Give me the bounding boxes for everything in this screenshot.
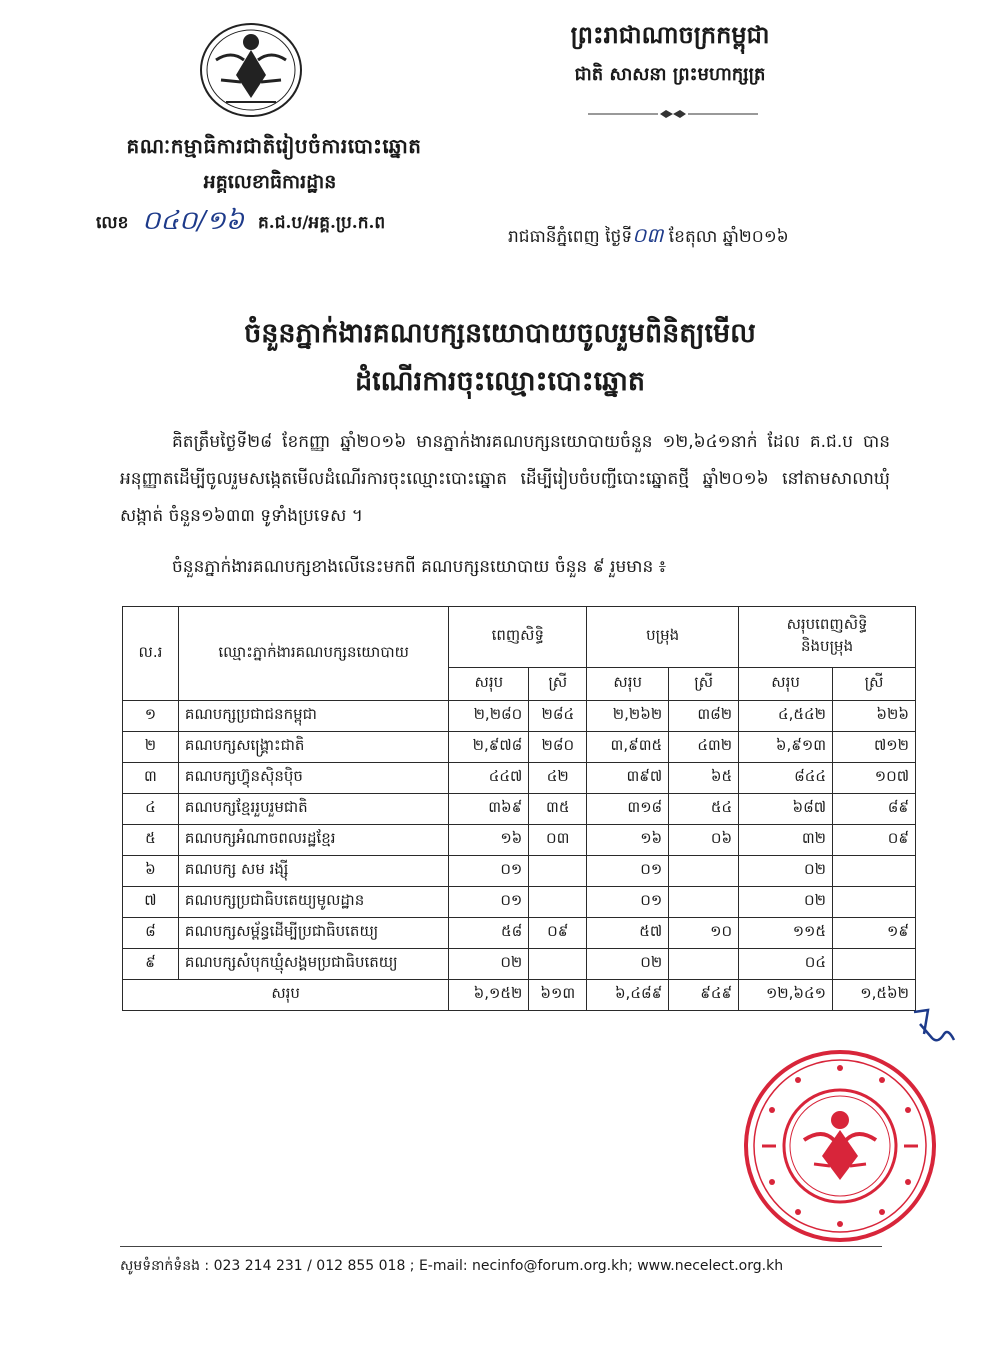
cell-reserve-total: ០១ xyxy=(587,887,669,918)
table-row xyxy=(123,763,916,794)
header-reserve: បម្រុង xyxy=(587,607,739,668)
cell-full-total: ២,៩៧៨ xyxy=(449,732,529,763)
cell-combined-female xyxy=(833,949,916,980)
ornament-divider-icon xyxy=(588,108,758,120)
cell-full-female: ៣៥ xyxy=(529,794,587,825)
cell-combined-total: ១១៥ xyxy=(739,918,833,949)
totals-label: សរុប xyxy=(123,980,449,1011)
party-agents-table xyxy=(122,606,916,1011)
cell-no: ៣ xyxy=(123,763,179,794)
cell-full-female: ០៩ xyxy=(529,918,587,949)
header-no: ល.រ xyxy=(123,607,179,701)
cell-reserve-female: ៦៥ xyxy=(669,763,739,794)
cell-combined-total: ០២ xyxy=(739,887,833,918)
cell-party-name: គណបក្សសំបុកឃ្មុំសង្គមប្រជាធិបតេយ្យ xyxy=(178,949,448,980)
table-row xyxy=(123,918,916,949)
cell-reserve-total: ១៦ xyxy=(587,825,669,856)
subheader-female: ស្រី xyxy=(833,668,916,701)
cell-full-total: ៤៤៧ xyxy=(449,763,529,794)
totals-full-total: ៦,១៥២ xyxy=(449,980,529,1011)
cell-reserve-total: ០២ xyxy=(587,949,669,980)
cell-no: ២ xyxy=(123,732,179,763)
institution-name: គណៈកម្មាធិការជាតិរៀបចំការបោះឆ្នោត xyxy=(126,134,422,158)
cell-no: ៥ xyxy=(123,825,179,856)
subheader-total: សរុប xyxy=(739,668,833,701)
cell-no: ៤ xyxy=(123,794,179,825)
cell-combined-female: ០៩ xyxy=(833,825,916,856)
cell-no: ៨ xyxy=(123,918,179,949)
cell-full-female: ២៨០ xyxy=(529,732,587,763)
totals-combined-total: ១២,៦៤១ xyxy=(739,980,833,1011)
ref-label: លេខ xyxy=(96,213,129,233)
header-full-rights: ពេញសិទ្ធិ xyxy=(449,607,587,668)
cell-combined-female: ១៩ xyxy=(833,918,916,949)
subheader-total: សរុប xyxy=(449,668,529,701)
header-combined-line2: និងបម្រុង xyxy=(801,637,854,655)
cell-party-name: គណបក្សសម្ព័ន្ធដើម្បីប្រជាធិបតេយ្យ xyxy=(178,918,448,949)
cell-full-total: ៣៦៩ xyxy=(449,794,529,825)
cell-reserve-female: ៣៨២ xyxy=(669,701,739,732)
cell-party-name: គណបក្សប្រជាជនកម្ពុជា xyxy=(178,701,448,732)
cell-full-total: ៥៨ xyxy=(449,918,529,949)
department-name: អគ្គលេខាធិការដ្ឋាន xyxy=(203,171,337,193)
ref-code: គ.ជ.ប/អគ្គ.ប្រ.ក.ព xyxy=(258,213,386,233)
cell-party-name: គណបក្សប្រជាធិបតេយ្យមូលដ្ឋាន xyxy=(178,887,448,918)
totals-row xyxy=(123,980,916,1011)
table-row xyxy=(123,794,916,825)
table-body xyxy=(123,701,916,980)
table-row xyxy=(123,701,916,732)
cell-combined-total: ៤,៥៤២ xyxy=(739,701,833,732)
reference-number-row xyxy=(96,206,476,240)
cell-full-female: ៤២ xyxy=(529,763,587,794)
header-combined xyxy=(739,607,916,668)
footer-contact: សូមទំនាក់ទំនង : 023 214 231 / 012 855 018 ; E-mail: necinfo@forum.org.kh; www.necelect.org.kh xyxy=(120,1258,784,1274)
subheader-total: សរុប xyxy=(587,668,669,701)
cell-reserve-female xyxy=(669,856,739,887)
cell-reserve-female xyxy=(669,949,739,980)
cell-no: ១ xyxy=(123,701,179,732)
table-row xyxy=(123,949,916,980)
cell-full-total: ០១ xyxy=(449,856,529,887)
cell-full-total: ០២ xyxy=(449,949,529,980)
cell-party-name: គណបក្សខ្មែររួបរួមជាតិ xyxy=(178,794,448,825)
cell-combined-female: ៦២៦ xyxy=(833,701,916,732)
cell-full-total: ២,២៨០ xyxy=(449,701,529,732)
cell-reserve-female: ១០ xyxy=(669,918,739,949)
cell-combined-female: ៧១២ xyxy=(833,732,916,763)
cell-full-female xyxy=(529,887,587,918)
header-combined-line1: សរុបពេញសិទ្ធិ xyxy=(786,615,868,633)
cell-reserve-total: ២,២៦២ xyxy=(587,701,669,732)
cell-combined-total: ៦៨៧ xyxy=(739,794,833,825)
table-row xyxy=(123,887,916,918)
cell-reserve-female: ០៦ xyxy=(669,825,739,856)
body-paragraph: គិតត្រឹមថ្ងៃទី២៨ ខែកញ្ញា ឆ្នាំ២០១៦ មានភ្នាក់ងារគណបក្សនយោបាយចំនួន ១២,៦៤១នាក់ ដែល គ.ជ.ប បានអនុញ្ញាតដើម្បីចូលរួមសង្កេតមើលដំណើរការចុះឈ្មោះបោះឆ្នោត ដើម្បីរៀបចំបញ្ជីបោះឆ្នោតថ្មី ឆ្នាំ២០១៦ នៅតាមសាលាឃុំ សង្កាត់ ចំនួន១៦៣៣ ទូទាំងប្រទេស ។ xyxy=(120,432,890,526)
document-title xyxy=(100,310,900,406)
totals-reserve-total: ៦,៤៨៩ xyxy=(587,980,669,1011)
cell-party-name: គណបក្សអំណាចពលរដ្ឋខ្មែរ xyxy=(178,825,448,856)
date-suffix: ខែតុលា ឆ្នាំ២០១៦ xyxy=(663,227,789,247)
handwritten-initial-icon xyxy=(910,1004,960,1048)
cell-combined-total: ០២ xyxy=(739,856,833,887)
table-intro: ចំនួនភ្នាក់ងារគណបក្សខាងលើនេះមកពី គណបក្សនយោបាយ ចំនួន ៩ រួមមាន ៖ xyxy=(172,557,667,577)
nec-official-seal-icon xyxy=(742,1048,938,1244)
cell-no: ៦ xyxy=(123,856,179,887)
cell-full-female: ២៨៤ xyxy=(529,701,587,732)
title-line-2: ដំណើរការចុះឈ្មោះបោះឆ្នោត xyxy=(354,366,646,397)
title-line-1: ចំនួនភ្នាក់ងារគណបក្សនយោបាយចូលរួមពិនិត្យមើល xyxy=(244,318,756,349)
date-line xyxy=(508,222,898,252)
totals-combined-female: ១,៥៦២ xyxy=(833,980,916,1011)
cell-combined-total: ៦,៩១៣ xyxy=(739,732,833,763)
date-prefix: រាជធានីភ្នំពេញ ថ្ងៃទី xyxy=(508,227,633,247)
cell-combined-female xyxy=(833,887,916,918)
subheader-female: ស្រី xyxy=(529,668,587,701)
cell-full-total: ០១ xyxy=(449,887,529,918)
cell-full-female xyxy=(529,856,587,887)
cell-reserve-total: ៣៩៧ xyxy=(587,763,669,794)
cell-combined-total: ០៤ xyxy=(739,949,833,980)
cell-combined-female: ៨៩ xyxy=(833,794,916,825)
national-motto: ជាតិ សាសនា ព្រះមហាក្សត្រ xyxy=(574,64,766,85)
kingdom-title: ព្រះរាជាណាចក្រកម្ពុជា xyxy=(570,20,770,49)
subheader-female: ស្រី xyxy=(669,668,739,701)
cell-party-name: គណបក្ស សម រង្ស៊ី xyxy=(178,856,448,887)
cell-reserve-female xyxy=(669,887,739,918)
cell-no: ៩ xyxy=(123,949,179,980)
footer-divider xyxy=(120,1246,882,1247)
cell-combined-female xyxy=(833,856,916,887)
cell-reserve-total: ៥៧ xyxy=(587,918,669,949)
cell-reserve-total: ៣១៨ xyxy=(587,794,669,825)
table-row xyxy=(123,732,916,763)
totals-reserve-female: ៩៤៩ xyxy=(669,980,739,1011)
cell-no: ៧ xyxy=(123,887,179,918)
cell-reserve-female: ៤៣២ xyxy=(669,732,739,763)
table-row xyxy=(123,856,916,887)
cell-party-name: គណបក្សហ៊្វុនស៊ិនប៉ិច xyxy=(178,763,448,794)
cell-combined-female: ១០៧ xyxy=(833,763,916,794)
cell-reserve-total: ០១ xyxy=(587,856,669,887)
cell-combined-total: ៣២ xyxy=(739,825,833,856)
cell-full-female: ០៣ xyxy=(529,825,587,856)
cell-reserve-female: ៥៤ xyxy=(669,794,739,825)
table-row xyxy=(123,825,916,856)
cell-full-total: ១៦ xyxy=(449,825,529,856)
totals-full-female: ៦១៣ xyxy=(529,980,587,1011)
nec-emblem-icon xyxy=(196,20,306,120)
ref-number-handwritten: ០៤០/១៦ xyxy=(142,206,245,236)
cell-party-name: គណបក្សសង្គ្រោះជាតិ xyxy=(178,732,448,763)
cell-full-female xyxy=(529,949,587,980)
cell-combined-total: ៨៤៤ xyxy=(739,763,833,794)
cell-reserve-total: ៣,៩៣៥ xyxy=(587,732,669,763)
header-name: ឈ្មោះភ្នាក់ងារគណបក្សនយោបាយ xyxy=(178,607,448,701)
date-day-handwritten: ០៣ xyxy=(632,223,664,247)
